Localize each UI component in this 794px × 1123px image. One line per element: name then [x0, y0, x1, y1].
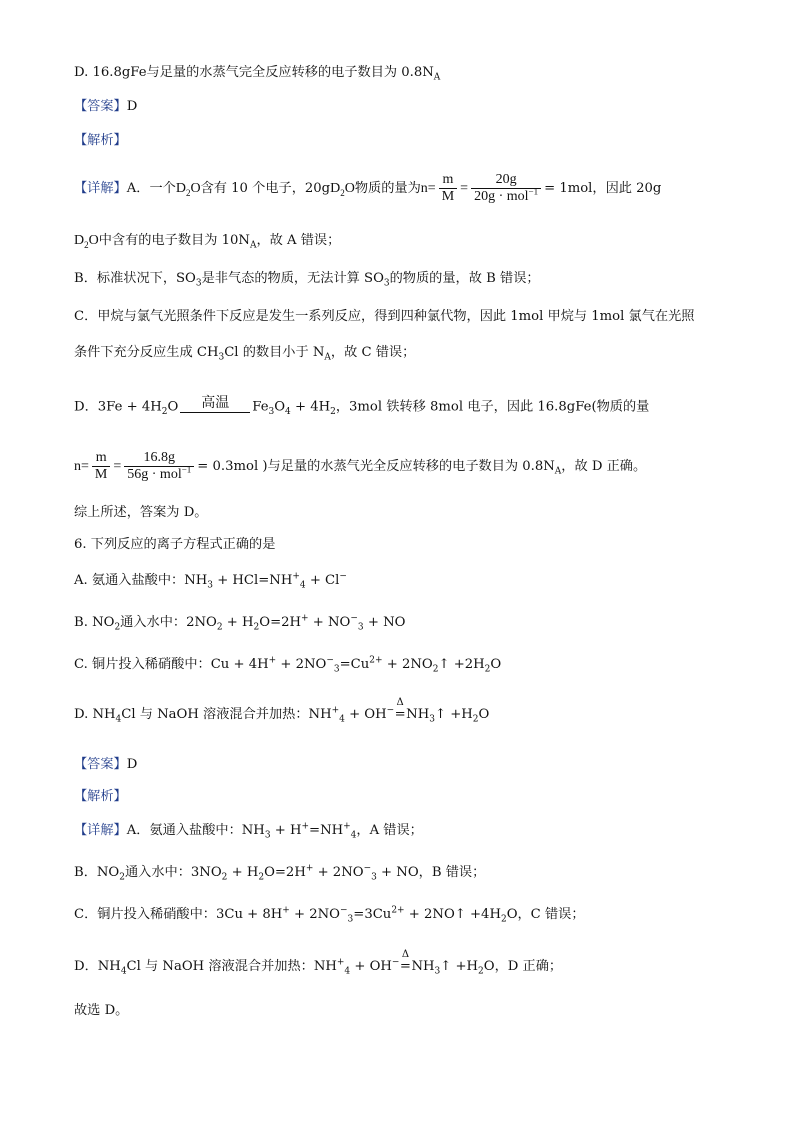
q6-sol-a: 【详解】A．氨通入盐酸中：$NH_3 + H^+=NH^+_4$，A 错误； — [74, 821, 423, 841]
text: + 2NO — [382, 657, 433, 672]
reaction-arrow — [180, 392, 250, 422]
text: C. 铜片投入稀硝酸中：Cu + 4H — [74, 657, 269, 672]
text: + OH — [350, 959, 392, 974]
text: 中含有的电子数目为 10N — [98, 233, 250, 248]
text: + 2NO — [313, 865, 364, 880]
q6-answer — [74, 756, 734, 774]
text: + H — [270, 823, 302, 838]
text: 条件下充分反应生成 CH — [74, 345, 219, 360]
text: 物质的量为 — [354, 181, 421, 196]
fraction: $\frac{20g}{20g \cdot mol^{-1}}$ — [471, 172, 541, 205]
q5-analysis-label — [74, 132, 734, 150]
text: D. NH — [74, 707, 116, 722]
text: O，C 错误； — [506, 907, 585, 922]
text: B. NO — [74, 615, 115, 630]
text: D．NH — [74, 959, 121, 974]
text: A．氨通入盐酸中：NH — [126, 823, 265, 838]
text: O — [167, 399, 179, 415]
text: D．3Fe + 4H — [74, 399, 162, 415]
text: B．标准状况下，SO — [74, 271, 196, 286]
q5-option-d — [74, 64, 734, 82]
q5-detail-a: 【详解】A．一个$D_2O$含有 10 个电子，$20gD_2O$物质的量为n= $\frac{m}{M}$ = $\frac{20g}{20g \cdot mol^{-1}}$ = 1mol，因此 20g — [74, 172, 662, 204]
subscript: A — [433, 72, 441, 83]
d2o-formula: $D_2O$ — [74, 233, 99, 250]
text: =3Cu — [353, 907, 392, 922]
analysis-label: 【解析】 — [74, 789, 127, 804]
text: + 4H — [290, 399, 331, 415]
text: =Cu — [339, 657, 370, 672]
text: 6. 下列反应的离子方程式正确的是 — [74, 537, 276, 552]
text: B．NO — [74, 865, 120, 880]
text: Cl 的数目小于 N — [224, 345, 325, 360]
text: + HCl=NH — [213, 573, 293, 588]
text: ↑ +H — [434, 707, 473, 722]
text: ↑ +H — [440, 959, 479, 974]
text: ，故 C 错误； — [330, 345, 416, 360]
text: O — [478, 707, 490, 722]
heat-equals: Δ = — [399, 949, 411, 974]
text: = 1mol，因此 20g — [544, 181, 662, 196]
text: A．一个 — [126, 181, 176, 196]
answer-label: 【答案】 — [74, 99, 127, 114]
text: + OH — [344, 707, 387, 722]
q5-detail-d-line2: n= $\frac{m}{M}$ = $\frac{16.8g}{56g \cdot mol^{-1}}$ = 0.3mol )与足量的水蒸气光全反应转移的电子数目为 $0.8N_A$，故 D 正确。 — [74, 450, 647, 482]
q5-detail-c-line1 — [74, 308, 734, 326]
q5-detail-d: D．$3Fe + 4H_2O$ 高温 $Fe_3O_4 + 4H_2$，3mol 铁转移 8mol 电子，因此 16.8gFe(物质的量 — [74, 392, 734, 423]
q6-final — [74, 1002, 734, 1020]
fraction: $\frac{m}{M}$ — [92, 450, 110, 483]
text: Cl 与 NaOH 溶液混合并加热：NH — [121, 707, 332, 722]
q5-option-d-text: D. 16.8gFe与足量的水蒸气完全反应转移的电子数目为 0.8N — [74, 65, 434, 80]
detail-label: 【详解】 — [74, 823, 127, 838]
text: ，3mol 铁转移 8mol 电子，因此 16.8gFe(物质的量 — [335, 399, 650, 415]
text: 通入水中：2NO — [120, 615, 217, 630]
detail-label: 【详解】 — [74, 181, 127, 196]
text: + Cl — [305, 573, 340, 588]
text: = 0.3mol )与足量的水蒸气光全反应转移的电子数目为 0.8N — [197, 459, 555, 474]
q6-option-c: C. 铜片投入稀硝酸中：$Cu + 4H^+ + 2NO^-_3=Cu^{2+}$ + $2NO_2↑ +2H_2O$ — [74, 655, 502, 675]
answer-value: D — [126, 757, 138, 772]
text: C．铜片投入稀硝酸中：3Cu + 8H — [74, 907, 283, 922]
text: O — [490, 657, 502, 672]
q6-stem — [74, 536, 734, 554]
text: + H — [227, 865, 259, 880]
reaction-condition: 高温 — [201, 395, 230, 411]
text: C．甲烷与氯气光照条件下反应是发生一系列反应，得到四种氯代物，因此 1mol 甲烷与 1mol 氯气在光照 — [74, 309, 695, 324]
text: 是非气态的物质，无法计算 SO — [201, 271, 384, 286]
d2o-formula: $D_2O$ — [175, 181, 201, 198]
text: O=2H — [264, 865, 306, 880]
text: + 2NO — [276, 657, 327, 672]
text: + 2NO — [289, 907, 340, 922]
text: A. 氨通入盐酸中：NH — [74, 573, 208, 588]
analysis-label: 【解析】 — [74, 133, 127, 148]
text: + NO，B 错误； — [376, 865, 486, 880]
fraction: $\frac{16.8g}{56g \cdot mol^{-1}}$ — [124, 450, 194, 483]
q6-option-d: D. $NH_4Cl$ 与 NaOH 溶液混合并加热：$NH^+_4 + OH^-$ Δ $=NH_3↑ +H_2O$ — [74, 697, 490, 725]
text: 通入水中：3NO — [124, 865, 222, 880]
text: + 2NO↑ +4H — [404, 907, 501, 922]
text: =NH — [309, 823, 344, 838]
text: 的物质的量，故 B 错误； — [389, 271, 540, 286]
text: + NO — [363, 615, 406, 630]
q6-option-b: B. $NO_2$通入水中：$2NO_2 + H_2O=2H^+ + NO^-_3$ + NO — [74, 613, 406, 633]
q5-summary — [74, 504, 734, 522]
text: + H — [222, 615, 254, 630]
text: 综上所述，答案为 D。 — [74, 505, 208, 520]
answer-value: D — [126, 99, 138, 114]
d2o-formula: $D_2O$ — [330, 181, 355, 198]
text: O=2H — [259, 615, 302, 630]
q5-answer — [74, 98, 734, 116]
text: ，故 D 正确。 — [561, 459, 647, 474]
text: O，D 正确； — [483, 959, 563, 974]
text: ，A 错误； — [356, 823, 423, 838]
text: O — [274, 399, 286, 415]
text: 故选 D。 — [74, 1003, 129, 1018]
q6-analysis-label — [74, 788, 734, 806]
text: Fe — [252, 399, 269, 415]
text: Cl 与 NaOH 溶液混合并加热：NH — [126, 959, 337, 974]
text: NH — [411, 959, 435, 974]
text: n= — [74, 459, 89, 474]
heat-equals: Δ = — [394, 697, 406, 722]
text: ，故 A 错误； — [256, 233, 341, 248]
text: + NO — [308, 615, 351, 630]
q6-sol-d: D．$NH_4Cl$ 与 NaOH 溶液混合并加热：$NH^+_4 + OH^-$ Δ $=NH_3↑ +H_2O$，D 正确； — [74, 949, 563, 977]
answer-label: 【答案】 — [74, 757, 127, 772]
q5-detail-a-line2: $D_2O$中含有的电子数目为 $10N_A$，故 A 错误； — [74, 233, 341, 251]
q5-detail-b: B．标准状况下，$SO_3$是非气态的物质，无法计算 $SO_3$的物质的量，故 B 错误； — [74, 271, 540, 289]
fraction: $\frac{m}{M}$ — [439, 172, 457, 205]
text: ↑ +2H — [438, 657, 485, 672]
q5-detail-c-line2: 条件下充分反应生成 $CH_3Cl$ 的数目小于 $N_A$，故 C 错误； — [74, 345, 416, 363]
q6-sol-c: C．铜片投入稀硝酸中：$3Cu + 8H^+ + 2NO^-_3=3Cu^{2+}$ + 2NO↑ $+4H_2O$，C 错误； — [74, 905, 585, 925]
text: NH — [406, 707, 430, 722]
q6-option-a: A. 氨通入盐酸中：$NH_3 + HCl=NH^+_4 + Cl^-$ — [74, 571, 347, 591]
text: 含有 10 个电子，20g — [200, 181, 331, 196]
q6-sol-b: B．$NO_2$通入水中：$3NO_2 + H_2O=2H^+ + 2NO^-_3$ + NO，B 错误； — [74, 863, 486, 883]
